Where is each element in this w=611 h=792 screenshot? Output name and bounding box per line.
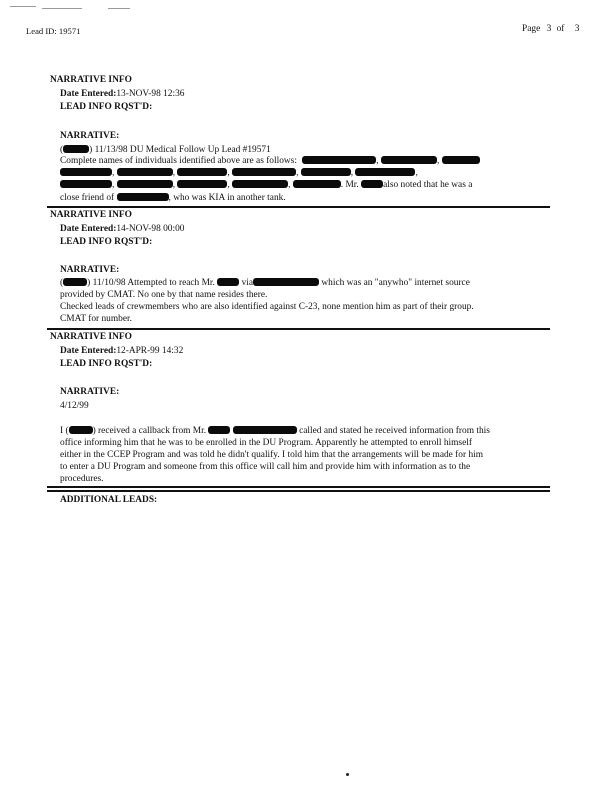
date-label: Date Entered: [60,346,117,356]
text: , [436,156,440,166]
narrative-line: CMAT for number. [60,314,132,324]
text: ) received a callback from Mr. [92,426,207,436]
divider [47,206,550,208]
redaction [117,168,176,178]
narrative-line [60,180,472,192]
lead-id: Lead ID: 19571 [26,26,81,36]
narrative-date: 4/12/99 [60,401,89,411]
redaction [233,426,297,434]
date-label: Date Entered: [60,89,117,99]
text: also noted that he was a [383,180,473,190]
redaction [293,180,341,188]
narrative-label: NARRATIVE: [60,387,120,397]
narrative-line: either in the CCEP Program and was told he didn't qualify. I told him that the arrangements will be made for him [60,450,484,460]
redaction [232,180,291,190]
section-title: NARRATIVE INFO [50,210,132,220]
text: , [172,180,176,190]
date-value: 14-NOV-98 00:00 [116,224,185,234]
redaction [63,278,87,286]
date-value: 13-NOV-98 12:36 [116,89,185,99]
text: via [241,278,254,288]
date-entered [60,224,184,236]
text: , [227,168,230,178]
narrative-line [60,278,470,290]
text: Complete names of individuals identified above are as follows: [60,156,297,166]
narrative-line [60,168,418,180]
text: ( [60,278,64,288]
redaction [208,426,230,434]
narrative-line [60,156,480,168]
text: , [112,180,115,190]
text: ) 11/10/98 Attempted to reach Mr. [87,278,215,288]
divider [47,486,550,488]
text: called and stated he received information from this [299,426,490,436]
page-of: of [556,24,565,34]
redaction [302,156,379,166]
narrative-line: procedures. [60,474,104,484]
text: , [296,168,299,178]
redaction [253,278,319,286]
redaction [60,180,115,190]
section-title: NARRATIVE INFO [50,332,132,342]
redaction [232,168,299,178]
text: which was an "anywho" internet source [321,278,470,288]
redaction [217,278,239,286]
page-number: 3 [546,24,552,34]
redaction [117,180,176,190]
page-total: 3 [574,24,580,34]
divider [47,328,550,330]
narrative-line: Checked leads of crewmembers who are also identified against C-23, none mention him as part of their group. [60,302,474,312]
text: , [350,168,354,178]
section-title: NARRATIVE INFO [50,75,132,85]
date-value: 12-APR-99 14:32 [116,346,184,356]
narrative-line [60,193,286,205]
redaction [63,145,89,153]
lead-info-label: LEAD INFO RQST'D: [60,102,153,112]
scan-mark [108,8,130,9]
narrative-line [60,426,490,438]
redaction [355,168,418,178]
narrative-label: NARRATIVE: [60,265,120,275]
text: ) 11/13/98 DU Medical Follow Up Lead #19571 [89,145,271,155]
scan-mark [42,8,82,9]
text: , [227,180,230,190]
text: , who was KIA in another tank. [168,193,286,203]
redaction [69,426,93,434]
narrative-line [60,145,271,157]
scan-mark [10,6,36,7]
narrative-line: office informing him that he was to be enrolled in the DU Program. Apparently he attempted to enroll himself [60,438,472,448]
additional-leads-label: ADDITIONAL LEADS: [60,495,158,505]
redaction [361,180,383,188]
lead-info-label: LEAD INFO RQST'D: [60,359,153,369]
divider [47,490,550,492]
redaction [177,180,230,190]
date-entered [60,89,184,101]
redaction [442,156,480,164]
redaction [60,168,115,178]
scan-speck [346,773,349,776]
text: close friend of [60,193,115,203]
narrative-line: to enter a DU Program and someone from this office will call him and provide him with information as to the [60,462,471,472]
text: , [376,156,379,166]
text: ( [60,145,64,155]
page-label: Page [522,24,541,34]
text: , [112,168,115,178]
text: , [172,168,176,178]
redaction [301,168,354,178]
text: , [415,168,418,178]
page-indicator [522,24,579,36]
text: I ( [60,426,69,436]
date-entered [60,346,183,358]
redaction [117,193,169,201]
date-label: Date Entered: [60,224,117,234]
lead-info-label: LEAD INFO RQST'D: [60,237,153,247]
redaction [381,156,440,166]
text: , [288,180,291,190]
redaction [177,168,230,178]
narrative-line: provided by CMAT. No one by that name resides there. [60,290,268,300]
narrative-label: NARRATIVE: [60,131,120,141]
text: . Mr. [340,180,359,190]
